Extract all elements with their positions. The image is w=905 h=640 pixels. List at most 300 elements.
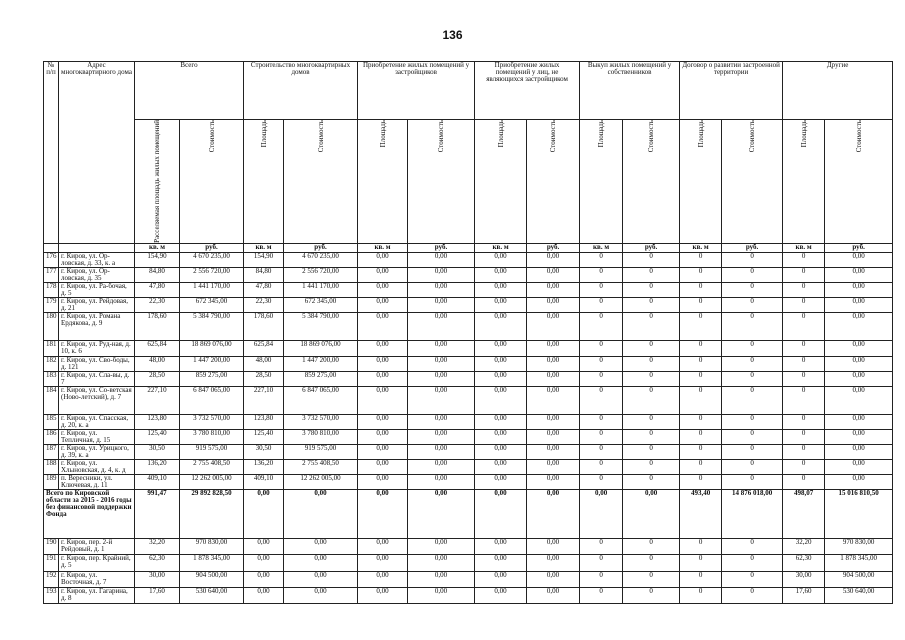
row-number: 183 (44, 371, 59, 386)
row-value: 0 (623, 474, 680, 489)
row-value: 12 262 005,00 (180, 474, 244, 489)
row-value: 0,00 (475, 267, 527, 282)
row-value: 0 (623, 267, 680, 282)
row-value: 18 869 076,00 (180, 340, 244, 356)
row-value: 227,10 (244, 386, 284, 414)
row-value: 48,00 (135, 356, 180, 371)
row-value: 0 (623, 282, 680, 297)
unit-area: кв. м (580, 243, 623, 252)
row-value: 12 262 005,00 (284, 474, 358, 489)
page-number: 136 (442, 28, 463, 42)
row-value: 0 (623, 571, 680, 587)
row-value: 32,20 (783, 538, 825, 554)
row-value: 0,00 (475, 459, 527, 474)
table-row (44, 297, 893, 312)
row-value: 1 441 170,00 (284, 282, 358, 297)
row-address: г. Киров, ул. Спасская, д. 20, к. а (59, 414, 135, 429)
row-value: 919 575,00 (180, 444, 244, 459)
row-value: 0,00 (527, 571, 580, 587)
row-value: 0,00 (475, 554, 527, 571)
header-address: Адрес многоквартирного дома (59, 62, 135, 244)
row-value: 0,00 (358, 340, 408, 356)
row-value: 0,00 (408, 459, 475, 474)
subheader-area: Площадь (783, 120, 825, 244)
row-value: 0,00 (475, 414, 527, 429)
row-value: 0,00 (527, 297, 580, 312)
row-value: 0 (722, 356, 783, 371)
subheader-total-area: Расселяемая площадь жилых помещений (135, 120, 180, 244)
row-value: 2 755 408,50 (284, 459, 358, 474)
row-number: 177 (44, 267, 59, 282)
row-value: 0 (680, 386, 722, 414)
row-address: г. Киров, ул. Рейдовая, д. 21 (59, 297, 135, 312)
row-value: 1 441 170,00 (180, 282, 244, 297)
unit-cost: руб. (527, 243, 580, 252)
row-value: 970 830,00 (180, 538, 244, 554)
row-value: 0 (783, 267, 825, 282)
row-value: 84,80 (135, 267, 180, 282)
row-value: 859 275,00 (284, 371, 358, 386)
row-value: 0,00 (527, 414, 580, 429)
row-value: 0,00 (527, 267, 580, 282)
unit-area: кв. м (783, 243, 825, 252)
row-value: 0,00 (358, 356, 408, 371)
row-value: 0 (680, 340, 722, 356)
row-value: 0,00 (408, 252, 475, 267)
table-row (44, 444, 893, 459)
row-value: 0,00 (244, 554, 284, 571)
row-value: 0 (680, 371, 722, 386)
row-value: 0 (680, 587, 722, 603)
table-row (44, 474, 893, 489)
unit-area: кв. м (358, 243, 408, 252)
row-address: г. Киров, ул. Ор-ловская, д. 33, к. а (59, 252, 135, 267)
row-number: 187 (44, 444, 59, 459)
unit-area: кв. м (475, 243, 527, 252)
row-value: 0 (580, 414, 623, 429)
subheader-area: Площадь (244, 120, 284, 244)
row-value: 0,00 (475, 429, 527, 444)
row-value: 0 (680, 474, 722, 489)
subheader-cost: Стоимость (825, 120, 893, 244)
row-value: 0,00 (358, 282, 408, 297)
row-value: 1 447 200,00 (180, 356, 244, 371)
row-address: г. Киров, пер. 2-й Рейдовый, д. 1 (59, 538, 135, 554)
row-value: 0,00 (358, 414, 408, 429)
row-value: 0,00 (475, 356, 527, 371)
row-value: 0 (623, 356, 680, 371)
unit-cost: руб. (623, 243, 680, 252)
row-value: 0 (580, 252, 623, 267)
row-value: 0 (722, 444, 783, 459)
row-value: 0 (623, 340, 680, 356)
row-value: 30,00 (783, 571, 825, 587)
row-value: 0 (722, 297, 783, 312)
row-value: 0,00 (408, 340, 475, 356)
row-value: 0,00 (358, 444, 408, 459)
subheader-area: Площадь (358, 120, 408, 244)
unit-cost: руб. (825, 243, 893, 252)
row-value: 30,50 (135, 444, 180, 459)
row-value: 0,00 (475, 538, 527, 554)
row-value: 123,80 (244, 414, 284, 429)
total-value: 0,00 (244, 489, 284, 538)
row-value: 22,30 (244, 297, 284, 312)
table-row (44, 312, 893, 340)
total-value: 15 016 810,50 (825, 489, 893, 538)
row-value: 0,00 (284, 571, 358, 587)
table-row (44, 429, 893, 444)
row-address: г. Киров, ул. Ор-ловская, д. 35 (59, 267, 135, 282)
row-number: 190 (44, 538, 59, 554)
row-value: 0,00 (358, 252, 408, 267)
row-value: 0,00 (244, 587, 284, 603)
row-address: г. Киров, ул. Восточная, д. 7 (59, 571, 135, 587)
table-row (44, 587, 893, 603)
row-number: 184 (44, 386, 59, 414)
row-value: 0,00 (475, 297, 527, 312)
row-value: 0 (623, 429, 680, 444)
row-value: 178,60 (135, 312, 180, 340)
row-value: 0,00 (475, 386, 527, 414)
row-value: 47,80 (135, 282, 180, 297)
row-value: 530 640,00 (180, 587, 244, 603)
subheader-area: Площадь (680, 120, 722, 244)
table-row (44, 252, 893, 267)
row-value: 1 447 200,00 (284, 356, 358, 371)
row-value: 3 780 810,00 (180, 429, 244, 444)
row-value: 0 (680, 429, 722, 444)
table-row (44, 340, 893, 356)
row-value: 0 (722, 571, 783, 587)
row-value: 0,00 (825, 429, 893, 444)
header-group-construction: Строительство многоквартирных домов (244, 62, 358, 120)
row-value: 0 (580, 386, 623, 414)
row-value: 409,10 (244, 474, 284, 489)
total-value: 0,00 (580, 489, 623, 538)
row-value: 22,30 (135, 297, 180, 312)
row-value: 0 (680, 444, 722, 459)
row-value: 0,00 (408, 267, 475, 282)
row-value: 6 847 065,00 (180, 386, 244, 414)
row-value: 154,90 (135, 252, 180, 267)
row-value: 3 732 570,00 (180, 414, 244, 429)
row-value: 32,20 (135, 538, 180, 554)
row-value: 0,00 (358, 459, 408, 474)
row-value: 0 (722, 282, 783, 297)
row-value: 227,10 (135, 386, 180, 414)
row-value: 0,00 (475, 282, 527, 297)
subheader-area: Площадь (580, 120, 623, 244)
row-value: 0,00 (408, 538, 475, 554)
row-value: 0,00 (825, 312, 893, 340)
row-value: 0,00 (475, 571, 527, 587)
row-value: 904 500,00 (180, 571, 244, 587)
table-row (44, 386, 893, 414)
row-value: 0,00 (408, 386, 475, 414)
row-value: 0,00 (825, 356, 893, 371)
row-value: 0 (722, 429, 783, 444)
row-value: 0 (580, 429, 623, 444)
row-value: 0 (580, 297, 623, 312)
row-value: 0 (722, 371, 783, 386)
row-value: 0,00 (408, 587, 475, 603)
header-group-purchase-non-developers: Приобретение жилых помещений у лиц, не являющихся застройщиком (475, 62, 580, 120)
row-value: 125,40 (135, 429, 180, 444)
row-value: 0,00 (527, 386, 580, 414)
row-value: 0,00 (284, 554, 358, 571)
row-value: 0,00 (825, 444, 893, 459)
row-value: 0 (680, 312, 722, 340)
total-value: 0,00 (475, 489, 527, 538)
row-value: 0 (680, 571, 722, 587)
total-value: 498,07 (783, 489, 825, 538)
row-value: 0,00 (358, 538, 408, 554)
row-value: 0 (722, 312, 783, 340)
row-value: 125,40 (244, 429, 284, 444)
row-value: 904 500,00 (825, 571, 893, 587)
row-value: 0,00 (408, 356, 475, 371)
row-value: 0 (680, 297, 722, 312)
row-number: 193 (44, 587, 59, 603)
row-value: 0,00 (527, 429, 580, 444)
row-value: 0,00 (408, 429, 475, 444)
row-number: 186 (44, 429, 59, 444)
row-value: 0 (580, 312, 623, 340)
row-value: 0,00 (408, 474, 475, 489)
row-value: 30,50 (244, 444, 284, 459)
row-value: 0 (623, 312, 680, 340)
header-group-buyout: Выкуп жилых помещений у собственников (580, 62, 680, 120)
unit-area: кв. м (680, 243, 722, 252)
row-value: 0 (580, 371, 623, 386)
row-value: 5 384 790,00 (180, 312, 244, 340)
row-value: 136,20 (135, 459, 180, 474)
row-value: 0 (783, 297, 825, 312)
row-number: 179 (44, 297, 59, 312)
row-value: 0,00 (408, 444, 475, 459)
row-number: 180 (44, 312, 59, 340)
row-value: 0,00 (358, 474, 408, 489)
row-value: 0 (722, 538, 783, 554)
row-value: 0 (783, 474, 825, 489)
row-value: 0 (580, 356, 623, 371)
total-value: 0,00 (408, 489, 475, 538)
row-value: 0,00 (825, 267, 893, 282)
row-value: 672 345,00 (284, 297, 358, 312)
row-value: 0 (623, 297, 680, 312)
row-value: 0,00 (475, 312, 527, 340)
row-value: 0,00 (527, 282, 580, 297)
table-row (44, 282, 893, 297)
row-value: 0 (783, 386, 825, 414)
row-value: 0 (783, 371, 825, 386)
row-value: 48,00 (244, 356, 284, 371)
row-value: 0 (680, 282, 722, 297)
row-number: 181 (44, 340, 59, 356)
row-value: 0,00 (527, 356, 580, 371)
row-address: г. Киров, ул. Тепличная, д. 15 (59, 429, 135, 444)
header-group-development-contract: Договор о развитии застроенной территории (680, 62, 783, 120)
subheader-cost: Стоимость (180, 120, 244, 244)
row-value: 0,00 (475, 252, 527, 267)
row-value: 0 (783, 340, 825, 356)
row-number: 192 (44, 571, 59, 587)
row-value: 47,80 (244, 282, 284, 297)
table-row (44, 571, 893, 587)
row-value: 0 (680, 414, 722, 429)
row-value: 0 (783, 429, 825, 444)
row-value: 0 (580, 282, 623, 297)
row-value: 0,00 (527, 312, 580, 340)
total-value: 29 892 828,50 (180, 489, 244, 538)
row-number: 185 (44, 414, 59, 429)
row-value: 0,00 (358, 571, 408, 587)
subheader-area: Площадь (475, 120, 527, 244)
row-value: 0 (580, 444, 623, 459)
row-value: 0,00 (358, 297, 408, 312)
row-value: 0,00 (408, 571, 475, 587)
row-value: 0 (623, 587, 680, 603)
row-number: 178 (44, 282, 59, 297)
unit-area: кв. м (244, 243, 284, 252)
row-address: г. Киров, ул. Хлыновская, д. 4, к. д (59, 459, 135, 474)
row-value: 123,80 (135, 414, 180, 429)
row-value: 136,20 (244, 459, 284, 474)
subheader-cost: Стоимость (623, 120, 680, 244)
unit-cost: руб. (408, 243, 475, 252)
row-number: 191 (44, 554, 59, 571)
row-value: 859 275,00 (180, 371, 244, 386)
row-value: 0 (722, 459, 783, 474)
row-value: 0,00 (527, 340, 580, 356)
unit-cost: руб. (180, 243, 244, 252)
row-value: 0 (783, 444, 825, 459)
row-value: 178,60 (244, 312, 284, 340)
row-value: 0,00 (358, 267, 408, 282)
row-value: 0 (783, 252, 825, 267)
table-row (44, 267, 893, 282)
subheader-cost: Стоимость (722, 120, 783, 244)
row-value: 0,00 (527, 538, 580, 554)
row-value: 0 (783, 459, 825, 474)
row-value: 154,90 (244, 252, 284, 267)
row-value: 970 830,00 (825, 538, 893, 554)
row-value: 2 755 408,50 (180, 459, 244, 474)
row-value: 0,00 (527, 371, 580, 386)
row-number: 176 (44, 252, 59, 267)
row-value: 0,00 (284, 538, 358, 554)
row-value: 30,00 (135, 571, 180, 587)
row-value: 0,00 (475, 474, 527, 489)
unit-area: кв. м (135, 243, 180, 252)
row-value: 0 (623, 459, 680, 474)
row-value: 0,00 (358, 429, 408, 444)
row-value: 4 670 235,00 (180, 252, 244, 267)
row-address: г. Киров, ул. Руд-ная, д. 10, к. 6 (59, 340, 135, 356)
row-value: 84,80 (244, 267, 284, 282)
row-value: 0,00 (475, 444, 527, 459)
header-group-other: Другие (783, 62, 893, 120)
row-value: 28,50 (135, 371, 180, 386)
row-value: 1 878 345,00 (825, 554, 893, 571)
row-value: 0 (722, 340, 783, 356)
row-address: г. Киров, ул. Сво-боды, д. 121 (59, 356, 135, 371)
row-address: г. Киров, ул. Гагарина, д. 8 (59, 587, 135, 603)
row-value: 0,00 (825, 371, 893, 386)
total-value: 0,00 (527, 489, 580, 538)
table-row (44, 554, 893, 571)
row-value: 0,00 (527, 474, 580, 489)
row-value: 0 (580, 554, 623, 571)
row-value: 0,00 (527, 587, 580, 603)
row-address: п. Вересники, ул. Ключевая, д. 11 (59, 474, 135, 489)
total-value: 14 876 018,00 (722, 489, 783, 538)
row-value: 0,00 (527, 444, 580, 459)
subheader-cost: Стоимость (527, 120, 580, 244)
table-row (44, 538, 893, 554)
row-value: 0,00 (475, 371, 527, 386)
row-value: 0,00 (825, 414, 893, 429)
row-value: 0,00 (825, 459, 893, 474)
row-value: 0 (623, 371, 680, 386)
row-value: 0,00 (408, 414, 475, 429)
row-value: 18 869 076,00 (284, 340, 358, 356)
row-value: 62,30 (135, 554, 180, 571)
row-value: 0,00 (358, 312, 408, 340)
row-value: 0,00 (244, 571, 284, 587)
row-value: 0 (680, 267, 722, 282)
row-value: 0,00 (825, 474, 893, 489)
subheader-cost: Стоимость (408, 120, 475, 244)
row-value: 0,00 (408, 371, 475, 386)
row-value: 0 (580, 587, 623, 603)
total-value: 0,00 (623, 489, 680, 538)
table-row (44, 356, 893, 371)
row-value: 0 (783, 414, 825, 429)
row-value: 17,60 (135, 587, 180, 603)
row-value: 2 556 720,00 (180, 267, 244, 282)
row-value: 0 (623, 386, 680, 414)
header-no: № п/п (44, 62, 59, 244)
row-value: 2 556 720,00 (284, 267, 358, 282)
housing-table (43, 61, 893, 604)
row-address: г. Киров, ул. Со-ветская (Ново-летский), д. 7 (59, 386, 135, 414)
header-group-purchase-developers: Приобретение жилых помещений у застройщиков (358, 62, 475, 120)
table-row (44, 414, 893, 429)
row-value: 0 (623, 414, 680, 429)
row-value: 1 878 345,00 (180, 554, 244, 571)
row-value: 28,50 (244, 371, 284, 386)
row-value: 6 847 065,00 (284, 386, 358, 414)
subheader-cost: Стоимость (284, 120, 358, 244)
row-value: 409,10 (135, 474, 180, 489)
row-value: 3 732 570,00 (284, 414, 358, 429)
row-value: 0 (722, 414, 783, 429)
row-value: 0 (680, 538, 722, 554)
row-value: 4 670 235,00 (284, 252, 358, 267)
row-value: 0,00 (825, 252, 893, 267)
row-value: 0,00 (475, 587, 527, 603)
row-value: 0 (680, 356, 722, 371)
total-row (44, 489, 893, 538)
row-value: 0,00 (284, 587, 358, 603)
row-value: 0 (623, 538, 680, 554)
row-value: 0 (783, 282, 825, 297)
unit-cost: руб. (284, 243, 358, 252)
row-value: 0,00 (527, 252, 580, 267)
total-value: 493,40 (680, 489, 722, 538)
